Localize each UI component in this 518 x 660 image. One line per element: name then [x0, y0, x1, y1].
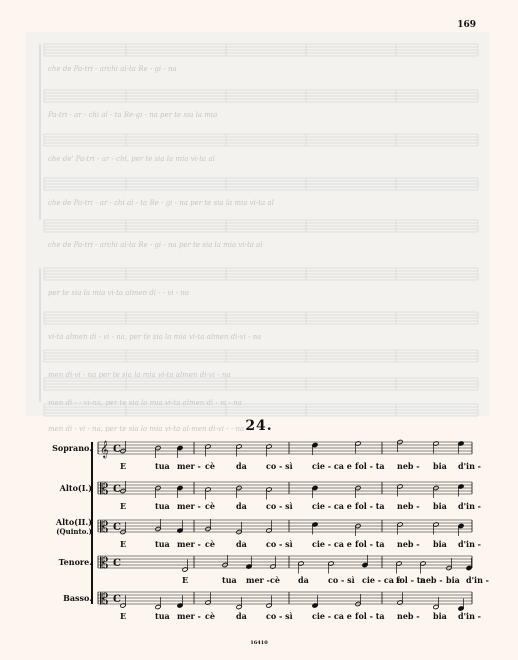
voice-name: Soprano. [52, 443, 92, 453]
voice-subname: (Quinto.) [56, 527, 92, 536]
lyric-syllable: cie - ca e [312, 539, 352, 549]
staff-5 [98, 590, 472, 611]
voice-label [40, 594, 92, 603]
lyric-syllable: tua [155, 461, 170, 471]
page-number: 169 [457, 20, 476, 30]
time-signature: C [113, 522, 121, 533]
lyric-syllable: tua [222, 575, 237, 585]
clef-icon: 𝄡 [100, 590, 109, 608]
note-head [312, 522, 318, 527]
lyric-syllable: da [236, 461, 247, 471]
voice-name: Alto(II.) [55, 517, 92, 527]
faded-lyric: vi-ta almen di - vi - na, per te sia la mia vi-ta almen di-vi - na [48, 333, 262, 341]
lyric-syllable: cie - ca e [312, 501, 352, 511]
note-head [312, 603, 318, 608]
lyric-syllable: mer - [177, 461, 201, 471]
voice-label [40, 484, 92, 493]
note-head [182, 567, 188, 572]
lyric-syllable: d'in - [458, 501, 482, 511]
lyric-syllable: co - sì [266, 611, 293, 621]
faded-lyric: che de Pa-tri - ar - chi al - ta Re - gi - na per te sia la mia vi-ta al [48, 199, 274, 207]
lyric-syllable: da [236, 611, 247, 621]
faded-lyric: che de Pa-tri - archi al-ta Re - gi - na per te sia la mia vi-ta al [48, 241, 263, 249]
lyric-syllable: cè [205, 539, 215, 549]
note-head [397, 484, 403, 489]
voice-label [40, 558, 92, 567]
note-head [155, 604, 161, 609]
lyric-syllable: da [298, 575, 309, 585]
lyric-syllable: da [236, 539, 247, 549]
lyric-syllable: neb - [397, 461, 420, 471]
faded-lyric: per te sia la mia vi-ta almen di - - vi - na [48, 289, 190, 297]
note-head [177, 445, 183, 450]
note-head [266, 528, 272, 533]
lyric-syllable: E [120, 611, 127, 621]
lyric-syllable: E [120, 461, 127, 471]
lyric-syllable: mer - [177, 539, 201, 549]
note-head [177, 603, 183, 608]
note-head [458, 484, 464, 489]
faded-lyric: men di - - vi-na, per te sia la mia vi-ta almen di - vi - na [48, 399, 242, 407]
note-head [420, 561, 426, 566]
note-head [266, 444, 272, 449]
note-head [397, 600, 403, 605]
faded-lyric: Pa-tri - ar - chi al - ta Re-gi - na per te sia la mia [48, 111, 218, 119]
lyric-syllable: fol - ta [396, 575, 426, 585]
note-head [433, 604, 439, 609]
clef-icon: 𝄡 [100, 554, 109, 572]
note-head [458, 441, 464, 446]
lyric-syllable: da [236, 501, 247, 511]
voice-label [40, 444, 92, 453]
note-head [177, 485, 183, 490]
lyric-syllable: neb - [397, 611, 420, 621]
note-head [312, 442, 318, 447]
lyric-syllable: fol - ta [355, 501, 385, 511]
lyric-syllable: tua [155, 539, 170, 549]
lyric-syllable: bia [433, 539, 447, 549]
note-head [355, 441, 361, 446]
note-head [362, 562, 368, 567]
note-head [246, 564, 252, 569]
note-head [433, 441, 439, 446]
lyric-syllable: cè [205, 461, 215, 471]
voice-name: Tenore. [58, 557, 92, 567]
lyric-syllable: cè [205, 501, 215, 511]
clef-icon: 𝄞 [100, 440, 109, 458]
faded-lyric: che de' Pa-tri - ar - chi, per te sia la mia vi-ta al [48, 155, 215, 163]
lyric-syllable: fol - ta [355, 461, 385, 471]
lyric-syllable: d'in - [458, 461, 482, 471]
lyric-syllable: fol - ta [355, 611, 385, 621]
lyric-syllable: tua [155, 611, 170, 621]
lyric-syllable: cè [205, 611, 215, 621]
lyric-syllable: co - sì [266, 539, 293, 549]
lyric-syllable: co - sì [328, 575, 355, 585]
lyric-syllable: neb - [420, 575, 443, 585]
lyric-syllable: mer - [177, 611, 201, 621]
staff-3 [98, 518, 472, 536]
clef-icon: 𝄡 [100, 518, 109, 536]
staff-2 [98, 480, 472, 500]
lyric-syllable: d'in - [458, 539, 482, 549]
note-head [266, 603, 272, 608]
lyric-syllable: fol - ta [355, 539, 385, 549]
note-head [396, 561, 402, 566]
note-head [205, 444, 211, 449]
lyric-syllable: cie - ca e [312, 461, 352, 471]
lyric-syllable: mer - [246, 575, 270, 585]
lyric-syllable: d'in - [458, 611, 482, 621]
lyric-syllable: bia [433, 611, 447, 621]
note-head [205, 487, 211, 492]
staff-4 [98, 554, 472, 574]
lyric-syllable: E [120, 501, 127, 511]
lyric-syllable: cè [270, 575, 280, 585]
lyric-syllable: co - sì [266, 461, 293, 471]
lyric-syllable: tua [155, 501, 170, 511]
note-head [270, 564, 276, 569]
section-number: 24. [245, 418, 273, 434]
lyric-syllable: E [182, 575, 189, 585]
lyric-syllable: bia [433, 461, 447, 471]
time-signature: C [113, 444, 121, 455]
lyric-syllable: cie - ca e [362, 575, 402, 585]
note-head [312, 485, 318, 490]
lyric-syllable: co - sì [266, 501, 293, 511]
note-head [397, 522, 403, 527]
lyric-syllable: cie - ca e [312, 611, 352, 621]
note-head [433, 522, 439, 527]
voice-name: Basso. [63, 593, 92, 603]
lyric-syllable: neb - [397, 501, 420, 511]
faded-lyric: che de Pa-tri - archi al-ta Re - gi - na [48, 65, 177, 73]
clef-icon: 𝄡 [100, 480, 109, 498]
lyric-syllable: bia [433, 501, 447, 511]
note-head [328, 561, 334, 566]
note-head [466, 565, 472, 570]
time-signature: C [113, 558, 121, 569]
voice-label [40, 518, 92, 536]
note-head [205, 600, 211, 605]
voice-name: Alto(I.) [59, 483, 92, 493]
lyric-syllable: E [120, 539, 127, 549]
note-head [177, 528, 183, 533]
note-head [236, 604, 242, 609]
time-signature: C [113, 594, 121, 605]
lyric-syllable: d'in - [466, 575, 490, 585]
note-head [236, 444, 242, 449]
faded-lyric: men di-vi - na per te sia la mia vi-ta almen di-vi - na [48, 371, 231, 379]
staff-1 [98, 439, 472, 458]
lyric-syllable: neb - [397, 539, 420, 549]
faded-lyric: men di - vi - na, per te sia la mia vi-ta al-men di-vi - - na [48, 425, 245, 433]
lyric-syllable: bia [446, 575, 460, 585]
time-signature: C [113, 484, 121, 495]
note-head [266, 487, 272, 492]
lyric-syllable: mer - [177, 501, 201, 511]
plate-number: 16410 [250, 640, 268, 646]
note-head [458, 523, 464, 528]
note-head [298, 561, 304, 566]
